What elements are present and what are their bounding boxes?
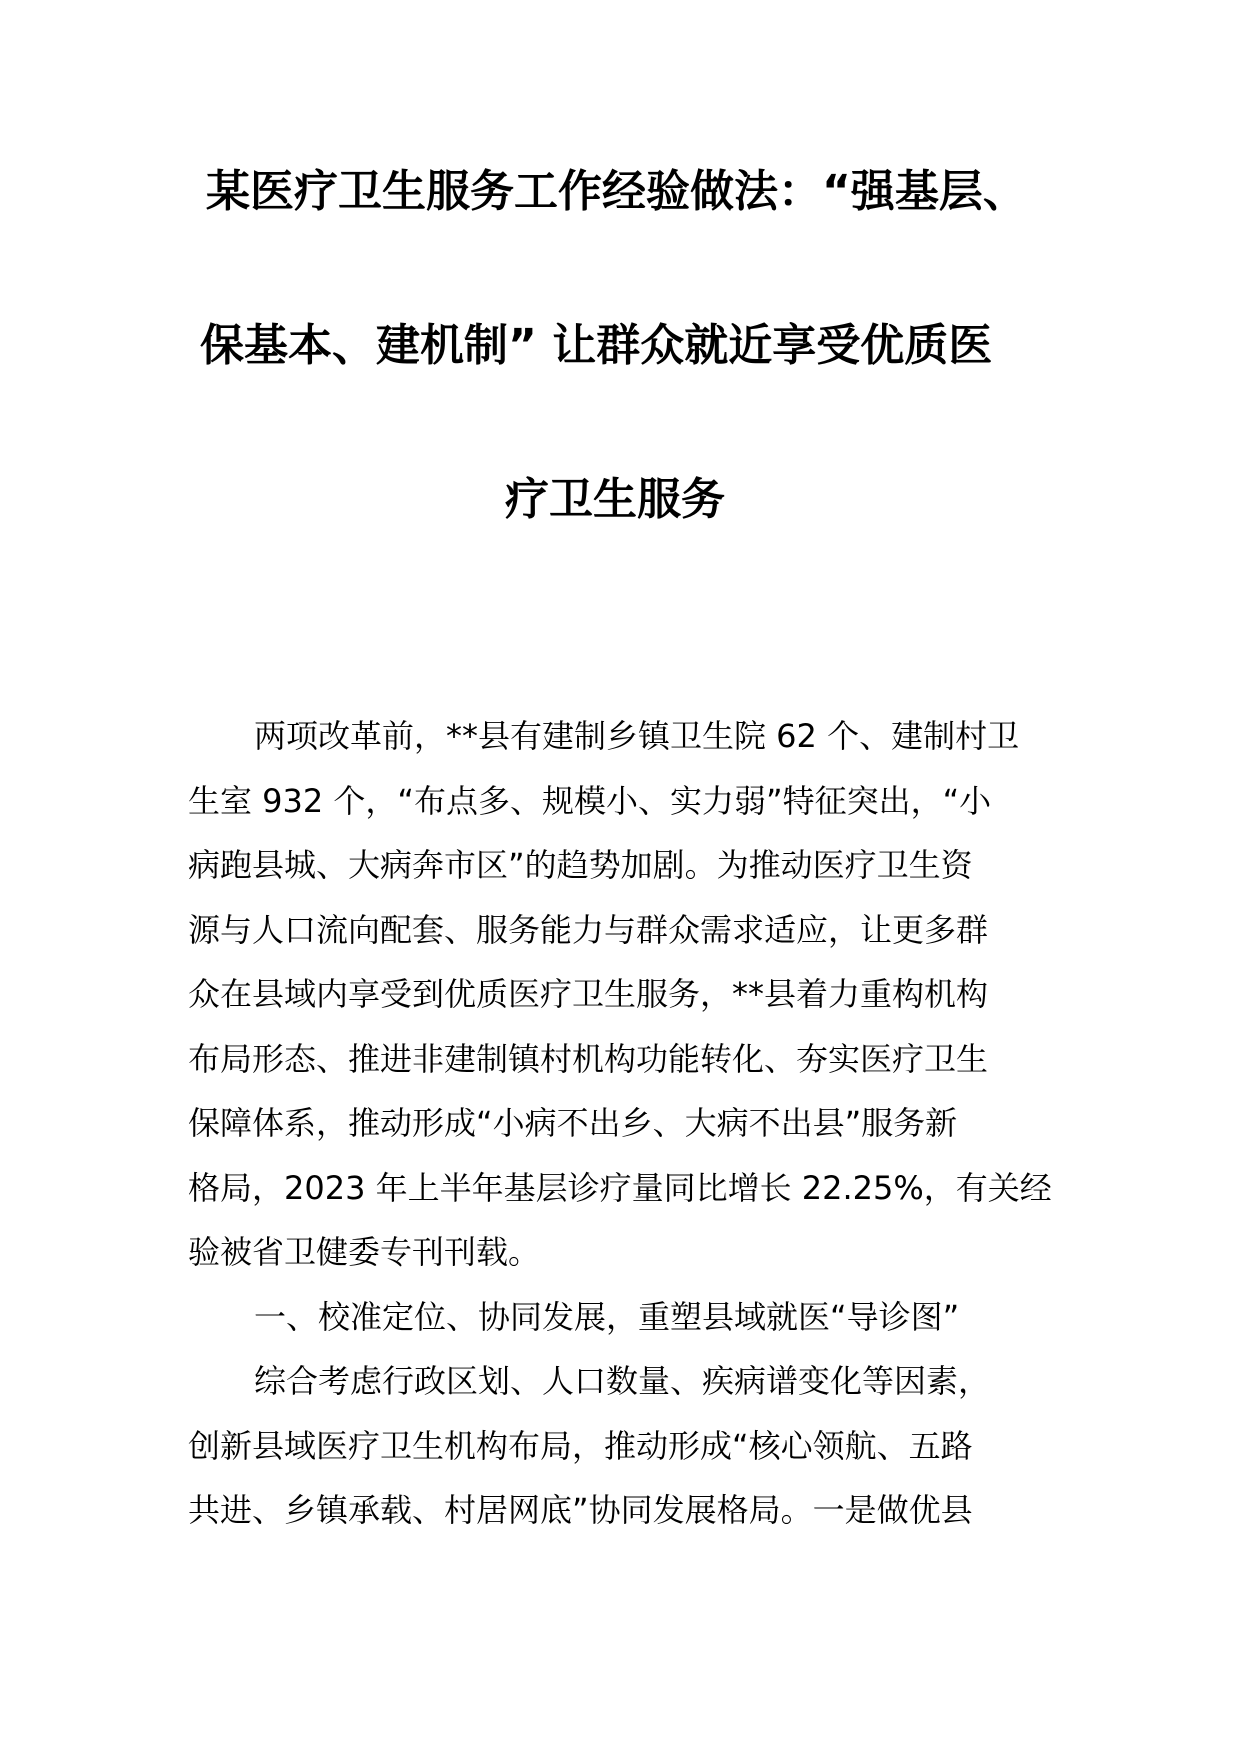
section-heading: 一、校准定位、协同发展，重塑县域就医“导诊图” [254, 1297, 960, 1336]
paragraph-line: 众在县域内享受到优质医疗卫生服务，**县着力重构机构 [188, 975, 989, 1013]
paragraph-line: 共进、乡镇承载、村居网底”协同发展格局。一是做优县 [188, 1491, 973, 1529]
paragraph-line: 格局，2023 年上半年基层诊疗量同比增长 22.25%，有关经 [188, 1168, 1052, 1207]
paragraph-line: 两项改革前，**县有建制乡镇卫生院 62 个、建制村卫 [254, 717, 1020, 755]
paragraph-line: 验被省卫健委专刊刊载。 [188, 1233, 541, 1271]
title-line-1: 某医疗卫生服务工作经验做法：“强基层、 [206, 166, 1027, 217]
paragraph-line: 布局形态、推进非建制镇村机构功能转化、夯实医疗卫生 [188, 1039, 989, 1078]
document-body [188, 704, 1060, 1543]
paragraph-line: 病跑县城、大病奔市区”的趋势加剧。为推动医疗卫生资 [188, 846, 973, 884]
paragraph-line: 源与人口流向配套、服务能力与群众需求适应，让更多群 [188, 910, 989, 949]
document-title [150, 166, 1080, 526]
paragraph-line: 创新县域医疗卫生机构布局，推动形成“核心领航、五路 [188, 1426, 973, 1465]
paragraph-line: 保障体系，推动形成“小病不出乡、大病不出县”服务新 [188, 1104, 958, 1142]
title-line-2: 保基本、建机制” 让群众就近享受优质医 [200, 320, 993, 371]
paragraph-line: 综合考虑行政区划、人口数量、疾病谱变化等因素， [254, 1362, 991, 1400]
paragraph-line: 生室 932 个，“布点多、规模小、实力弱”特征突出，“小 [188, 781, 992, 820]
title-line-3: 疗卫生服务 [505, 474, 725, 525]
